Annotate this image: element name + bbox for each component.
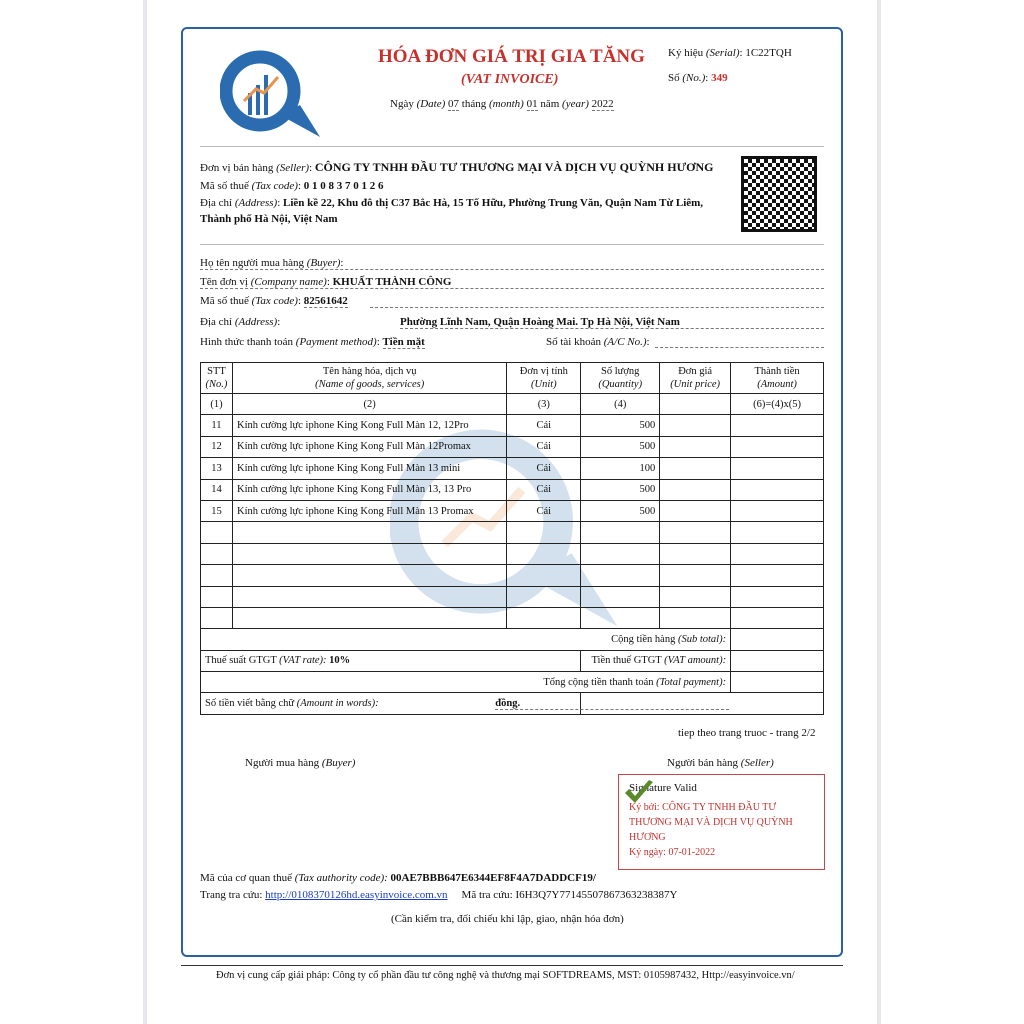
page-edge-left xyxy=(143,0,147,1024)
vat-rate: Thuế suất GTGT (VAT rate): 10% xyxy=(201,650,581,671)
tax-authority-code: Mã của cơ quan thuế (Tax authority code): 00AE7BBB647E6344EF8F4A7DADDCF19/ xyxy=(200,872,596,884)
buyer-name: Họ tên người mua hàng (Buyer): xyxy=(200,257,824,270)
checkmark-icon xyxy=(623,779,655,807)
column-index: (3) xyxy=(507,394,581,415)
invoice-number: Số (No.): 349 xyxy=(668,72,728,84)
column-index: (4) xyxy=(581,394,660,415)
seller-signature-label: Người bán hàng (Seller) xyxy=(667,757,774,769)
amount-in-words-label: Số tiền viết bằng chữ (Amount in words): xyxy=(201,693,581,714)
column-header: Thành tiền (Amount) xyxy=(731,363,824,394)
total-value xyxy=(731,672,824,693)
lookup-line: Trang tra cứu: http://0108370126hd.easyinvoice.com.vn Mã tra cứu: I6H3Q7Y77145507867363238387Y xyxy=(200,889,678,901)
column-index: (1) xyxy=(201,394,233,415)
goods-table xyxy=(200,362,824,715)
buyer-company: Tên đơn vị (Company name): KHUẤT THÀNH CÔNG xyxy=(200,276,824,289)
vat-amount-value xyxy=(731,650,824,671)
check-note: (Cần kiểm tra, đối chiếu khi lập, giao, nhận hóa đơn) xyxy=(391,913,624,925)
column-header: Đơn vị tính (Unit) xyxy=(507,363,581,394)
column-header: STT (No.) xyxy=(201,363,233,394)
table-row-empty xyxy=(201,586,824,607)
table-row: 14 Kính cường lực iphone King Kong Full Màn 13, 13 Pro Cái 500 xyxy=(201,479,824,500)
buyer-address-label: Địa chỉ (Address): xyxy=(200,316,281,328)
total-label: Tổng cộng tiền thanh toán (Total payment): xyxy=(201,672,731,693)
page-edge-right xyxy=(877,0,881,1024)
table-row: 12 Kính cường lực iphone King Kong Full Màn 12Promax Cái 500 xyxy=(201,436,824,457)
column-index: (6)=(4)x(5) xyxy=(731,394,824,415)
seller-name: Đơn vị bán hàng (Seller): CÔNG TY TNHH ĐẦU TƯ THƯƠNG MẠI VÀ DỊCH VỤ QUỲNH HƯƠNG xyxy=(200,160,714,174)
invoice-subtitle: (VAT INVOICE) xyxy=(461,72,559,87)
subtotal-label: Cộng tiền hàng (Sub total): xyxy=(201,629,731,650)
invoice-title: HÓA ĐƠN GIÁ TRỊ GIA TĂNG xyxy=(378,46,645,67)
company-logo xyxy=(220,45,330,140)
provider-note: Đơn vị cung cấp giải pháp: Công ty cổ phần đầu tư công nghệ và thương mại SOFTDREAMS, MST: 0105987432, Http://easyinvoice.vn/ xyxy=(216,970,795,981)
table-row-empty xyxy=(201,565,824,586)
qr-code xyxy=(741,156,817,232)
buyer-tax: Mã số thuế (Tax code): 82561642 xyxy=(200,295,348,307)
vat-amount-label: Tiền thuế GTGT (VAT amount): xyxy=(581,650,731,671)
table-row-empty xyxy=(201,522,824,543)
column-header: Số lượng (Quantity) xyxy=(581,363,660,394)
invoice-date: Ngày (Date) 07 tháng (month) 01 năm (year) 2022 xyxy=(390,98,614,110)
page-note: tiep theo trang truoc - trang 2/2 xyxy=(678,727,816,739)
column-index: (2) xyxy=(232,394,506,415)
lookup-link[interactable]: http://0108370126hd.easyinvoice.com.vn xyxy=(265,889,448,901)
seller-address-2: Thành phố Hà Nội, Việt Nam xyxy=(200,213,338,225)
column-header: Tên hàng hóa, dịch vụ (Name of goods, services) xyxy=(232,363,506,394)
amount-in-words: đồng. xyxy=(581,693,824,714)
account-number: Số tài khoản (A/C No.): xyxy=(546,336,650,348)
serial: Ký hiệu (Serial): 1C22TQH xyxy=(668,47,792,59)
table-row-empty xyxy=(201,607,824,628)
seller-address: Địa chỉ (Address): Liền kề 22, Khu đô thị C37 Bắc Hà, 15 Tố Hữu, Phường Trung Văn, Quận Nam Từ Liêm, xyxy=(200,197,704,209)
signed-date: Ký ngày: 07-01-2022 xyxy=(629,847,716,858)
table-row-empty xyxy=(201,543,824,564)
table-row: 15 Kính cường lực iphone King Kong Full Màn 13 Promax Cái 500 xyxy=(201,500,824,521)
column-header: Đơn giá (Unit price) xyxy=(660,363,731,394)
column-index xyxy=(660,394,731,415)
signed-by: Ký bởi: CÔNG TY TNHH ĐẦU TƯ THƯƠNG MẠI VÀ DỊCH VỤ QUỲNH HƯƠNG xyxy=(629,802,793,843)
signature-valid: Signature Valid xyxy=(629,782,697,794)
subtotal-value xyxy=(731,629,824,650)
buyer-address: Phường Lĩnh Nam, Quận Hoàng Mai. Tp Hà Nội, Việt Nam xyxy=(400,316,824,329)
buyer-signature-label: Người mua hàng (Buyer) xyxy=(245,757,356,769)
digital-signature-box xyxy=(618,774,825,870)
payment-method: Hình thức thanh toán (Payment method): Tiền mặt xyxy=(200,336,425,348)
seller-tax: Mã số thuế (Tax code): 0 1 0 8 3 7 0 1 2 6 xyxy=(200,180,384,192)
table-row: 13 Kính cường lực iphone King Kong Full Màn 13 mini Cái 100 xyxy=(201,458,824,479)
table-row: 11 Kính cường lực iphone King Kong Full Màn 12, 12Pro Cái 500 xyxy=(201,415,824,436)
